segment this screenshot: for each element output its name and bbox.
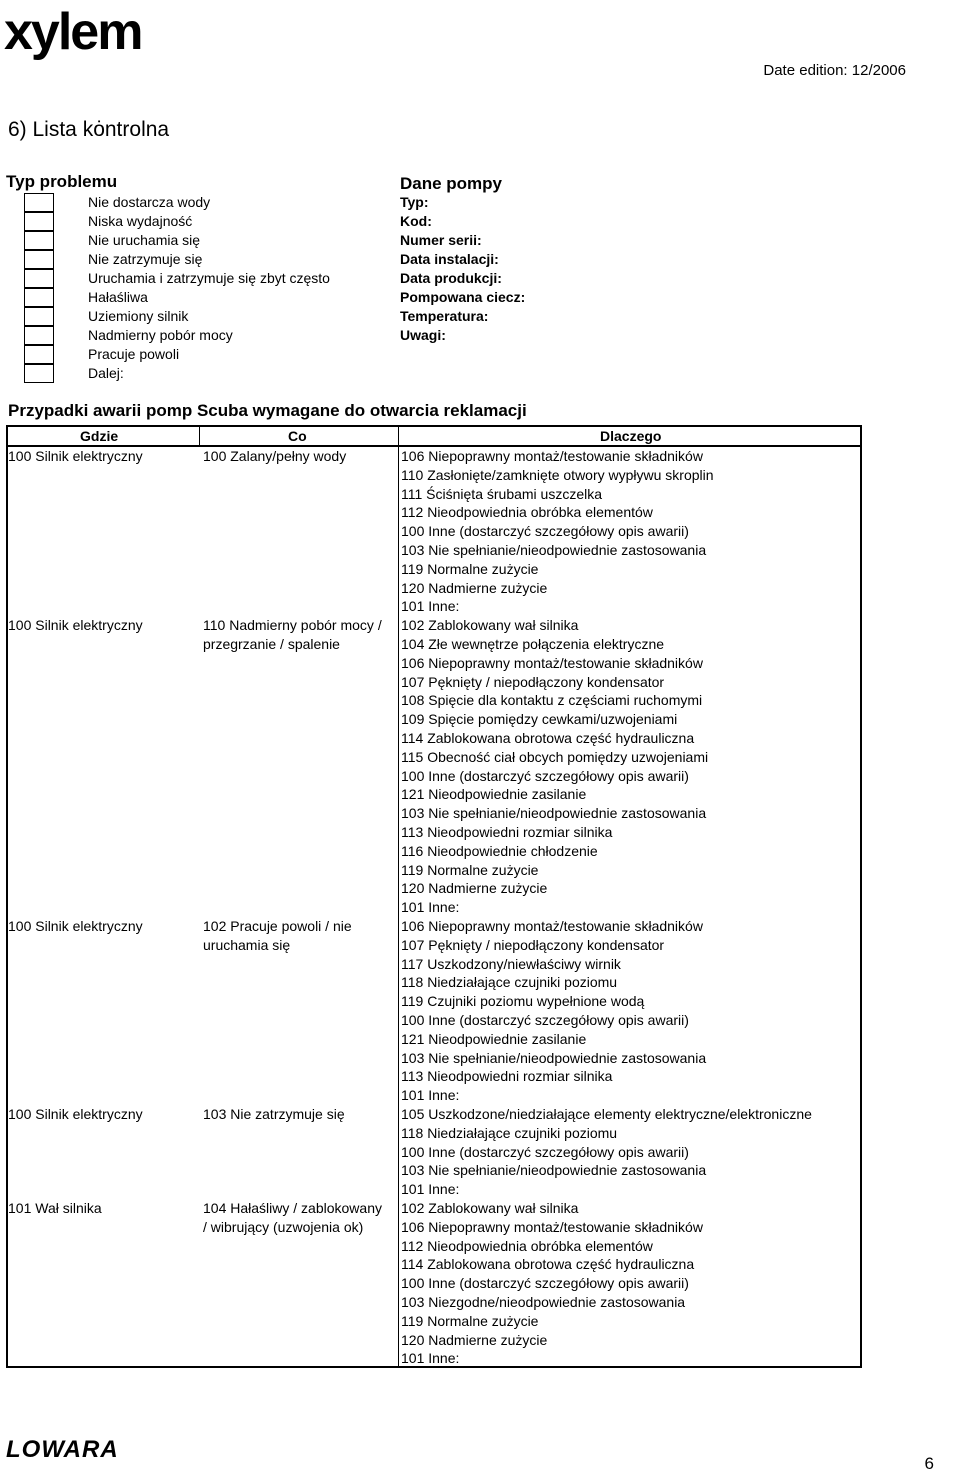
problem-label: Nie uruchamia się (88, 232, 201, 248)
problem-label: Nie zatrzymuje się (88, 251, 203, 267)
cell-dlaczego: 101 Inne: (401, 1181, 460, 1198)
cell-gdzie: 100 Silnik elektryczny (8, 617, 143, 634)
checkbox[interactable] (24, 307, 54, 326)
pump-data-field: Pompowana ciecz: (400, 289, 526, 305)
problem-label: Nie dostarcza wody (88, 194, 211, 210)
checkbox[interactable] (24, 193, 54, 212)
header-co: Co (288, 428, 307, 444)
cell-dlaczego: 114 Zablokowana obrotowa część hydrauliczna (401, 1256, 695, 1273)
problem-label: Hałaśliwa (88, 289, 148, 305)
cell-dlaczego: 101 Inne: (401, 1087, 460, 1104)
problem-label: Uruchamia i zatrzymuje się zbyt często (88, 270, 330, 286)
cell-co: 110 Nadmierny pobór mocy / (203, 617, 382, 634)
checkbox[interactable] (24, 326, 54, 345)
problem-label: Dalej: (88, 365, 124, 381)
cell-dlaczego: 121 Nieodpowiednie zasilanie (401, 1030, 587, 1047)
cell-dlaczego: 108 Spięcie dla kontaktu z częściami ruchomymi (401, 692, 703, 709)
cell-dlaczego: 121 Nieodpowiednie zasilanie (401, 786, 587, 803)
cell-dlaczego: 110 Zasłonięte/zamknięte otwory wypływu skroplin (401, 466, 714, 483)
awarie-table (6, 425, 862, 1368)
cell-dlaczego: 113 Nieodpowiedni rozmiar silnika (401, 1068, 613, 1085)
cell-dlaczego: 106 Niepoprawny montaż/testowanie składników (401, 1218, 703, 1235)
cell-dlaczego: 112 Nieodpowiednia obróbka elementów (401, 504, 653, 521)
cell-dlaczego: 102 Zablokowany wał silnika (401, 617, 579, 634)
section-title: 6) Lista kȯntrolna (8, 118, 170, 141)
cell-dlaczego: 120 Nadmierne zużycie (401, 1331, 548, 1348)
dane-pompy-title: Dane pompy (400, 174, 503, 193)
typ-problemu-title: Typ problemu (6, 172, 118, 191)
cell-dlaczego: 118 Niedziałające czujniki poziomu (401, 974, 618, 991)
cell-dlaczego: 100 Inne (dostarczyć szczegółowy opis awarii) (401, 523, 689, 540)
cell-dlaczego: 101 Inne: (401, 1350, 460, 1367)
cell-gdzie: 100 Silnik elektryczny (8, 1106, 143, 1122)
cell-dlaczego: 106 Niepoprawny montaż/testowanie składników (401, 654, 703, 671)
cell-dlaczego: 119 Normalne zużycie (401, 560, 539, 577)
cell-gdzie: 100 Silnik elektryczny (8, 448, 143, 464)
cell-dlaczego: 107 Pęknięty / niepodłączony kondensator (401, 936, 665, 953)
awarie-title: Przypadki awarii pomp Scuba wymagane do otwarcia reklamacji (8, 401, 527, 420)
cell-dlaczego: 119 Czujniki poziomu wypełnione wodą (401, 993, 645, 1010)
table-header (8, 427, 860, 447)
cell-dlaczego: 101 Inne: (401, 598, 460, 615)
pump-data-field: Temperatura: (400, 308, 489, 324)
header-dlaczego: Dlaczego (600, 428, 662, 444)
pump-data-field: Data produkcji: (400, 270, 502, 286)
cell-dlaczego: 105 Uszkodzone/niedziałające elementy elektryczne/elektroniczne (401, 1106, 812, 1122)
checkbox[interactable] (24, 250, 54, 269)
cell-dlaczego: 115 Obecność ciał obcych pomiędzy uzwojeniami (401, 748, 709, 765)
checkbox[interactable] (24, 212, 54, 231)
pump-data-field: Uwagi: (400, 327, 446, 343)
cell-co: 100 Zalany/pełny wody (203, 448, 347, 464)
cell-gdzie: 101 Wał silnika (8, 1200, 102, 1216)
cell-dlaczego: 119 Normalne zużycie (401, 861, 539, 878)
cell-dlaczego: 100 Inne (dostarczyć szczegółowy opis awarii) (401, 1275, 689, 1292)
checkbox[interactable] (24, 364, 54, 383)
column-divider (398, 427, 399, 1366)
cell-dlaczego: 102 Zablokowany wał silnika (401, 1200, 579, 1216)
cell-dlaczego: 100 Inne (dostarczyć szczegółowy opis awarii) (401, 767, 689, 784)
cell-dlaczego: 103 Niezgodne/nieodpowiednie zastosowania (401, 1294, 686, 1310)
problem-label: Uziemiony silnik (88, 308, 189, 324)
checkbox[interactable] (24, 345, 54, 364)
cell-co: 104 Hałaśliwy / zablokowany (203, 1200, 382, 1216)
cell-dlaczego: 109 Spięcie pomiędzy cewkami/uzwojeniami (401, 711, 678, 728)
cell-co: uruchamia się (203, 936, 291, 953)
xylem-logo: xylem (4, 3, 142, 61)
cell-dlaczego: 103 Nie spełnianie/nieodpowiednie zastosowania (401, 805, 707, 822)
page-number: 6 (924, 1454, 934, 1473)
problem-label: Pracuje powoli (88, 346, 180, 362)
cell-dlaczego: 119 Normalne zużycie (401, 1312, 539, 1329)
cell-dlaczego: 106 Niepoprawny montaż/testowanie składników (401, 918, 703, 934)
cell-dlaczego: 101 Inne: (401, 899, 460, 916)
lowara-logo: LOWARA (6, 1436, 119, 1463)
header-gdzie: Gdzie (80, 428, 119, 444)
cell-dlaczego: 113 Nieodpowiedni rozmiar silnika (401, 824, 613, 840)
cell-dlaczego: 116 Nieodpowiednie chłodzenie (401, 842, 598, 859)
cell-dlaczego: 118 Niedziałające czujniki poziomu (401, 1124, 618, 1141)
pump-data-field: Data instalacji: (400, 251, 499, 267)
problem-label: Nadmierny pobór mocy (88, 327, 233, 343)
cell-dlaczego: 104 Złe wewnętrze połączenia elektryczne (401, 636, 665, 652)
cell-dlaczego: 100 Inne (dostarczyć szczegółowy opis awarii) (401, 1012, 689, 1028)
column-divider (199, 427, 200, 447)
pump-data-field: Numer serii: (400, 232, 482, 248)
cell-dlaczego: 103 Nie spełnianie/nieodpowiednie zastosowania (401, 542, 707, 558)
cell-dlaczego: 107 Pęknięty / niepodłączony kondensator (401, 673, 665, 690)
cell-co: przegrzanie / spalenie (203, 636, 340, 652)
checkbox[interactable] (24, 288, 54, 307)
cell-co: / wibrujący (uzwojenia ok) (203, 1218, 364, 1235)
cell-dlaczego: 120 Nadmierne zużycie (401, 880, 548, 897)
cell-dlaczego: 106 Niepoprawny montaż/testowanie składników (401, 448, 703, 464)
cell-dlaczego: 117 Uszkodzony/niewłaściwy wirnik (401, 955, 621, 972)
checkbox[interactable] (24, 231, 54, 250)
checkbox[interactable] (24, 269, 54, 288)
cell-dlaczego: 103 Nie spełnianie/nieodpowiednie zastosowania (401, 1049, 707, 1066)
cell-co: 103 Nie zatrzymuje się (203, 1106, 345, 1122)
cell-dlaczego: 120 Nadmierne zużycie (401, 579, 548, 596)
cell-co: 102 Pracuje powoli / nie (203, 918, 352, 934)
cell-dlaczego: 100 Inne (dostarczyć szczegółowy opis awarii) (401, 1143, 689, 1160)
cell-dlaczego: 114 Zablokowana obrotowa część hydrauliczna (401, 730, 695, 746)
problem-label: Niska wydajność (88, 213, 193, 229)
date-edition: Date edition: 12/2006 (763, 62, 906, 79)
cell-dlaczego: 111 Ściśnięta śrubami uszczelka (401, 485, 603, 502)
cell-gdzie: 100 Silnik elektryczny (8, 918, 143, 934)
pump-data-field: Typ: (400, 194, 429, 210)
pump-data-field: Kod: (400, 213, 432, 229)
cell-dlaczego: 103 Nie spełnianie/nieodpowiednie zastosowania (401, 1162, 707, 1179)
cell-dlaczego: 112 Nieodpowiednia obróbka elementów (401, 1237, 653, 1254)
